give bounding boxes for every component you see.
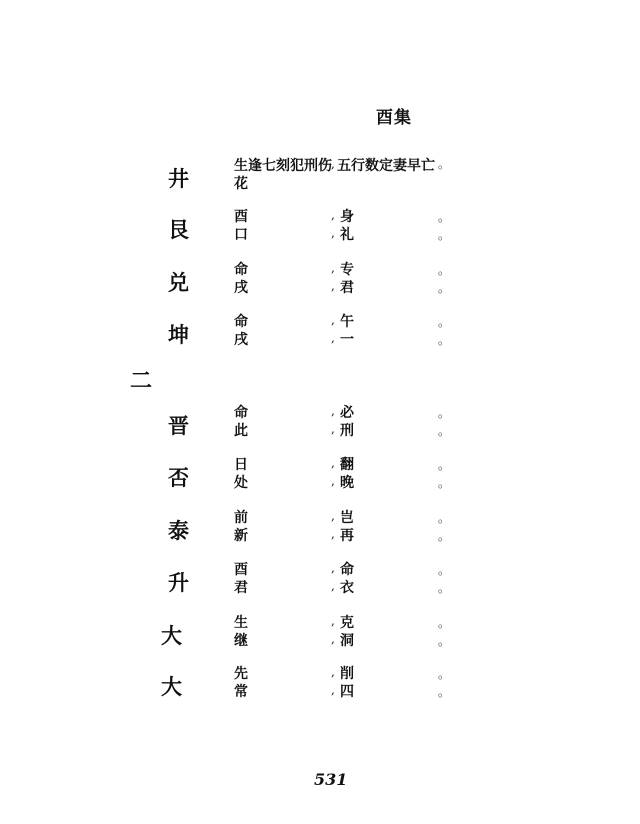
section-header: 酉集: [376, 108, 412, 128]
entry-line-1-second: 专: [340, 262, 354, 278]
entry-kun: [0, 311, 640, 355]
entry-line-2-second: 衣: [340, 580, 354, 596]
end-mark: 。: [438, 458, 451, 472]
comma-mark: ,: [331, 474, 335, 488]
entry-dui: [0, 259, 640, 303]
entry-line-2: 口: [234, 227, 248, 243]
end-mark: 。: [438, 581, 451, 595]
entry-jing: [0, 155, 640, 199]
comma-mark: ,: [331, 279, 335, 293]
entry-line-1-rest: 五行数定妻早亡: [337, 158, 435, 174]
end-mark: 。: [438, 563, 451, 577]
end-mark: 。: [438, 476, 451, 490]
entry-line-2: 花: [234, 176, 248, 192]
comma-mark: ,: [331, 561, 335, 575]
page-number: 531: [314, 770, 348, 789]
entry-title: 升: [168, 570, 189, 595]
entry-line-1-second: 克: [340, 615, 354, 631]
entry-line-1-second: 午: [340, 314, 354, 330]
entry-title: 井: [168, 166, 189, 191]
comma-mark: ,: [331, 157, 335, 171]
entry-line-1-second: 必: [340, 405, 354, 421]
comma-mark: ,: [331, 632, 335, 646]
entry-title: 兑: [168, 270, 189, 295]
entry-line-1: 命: [234, 405, 248, 421]
entry-line-2-second: 四: [340, 684, 354, 700]
entry-line-2-second: 刑: [340, 423, 354, 439]
end-mark: 。: [438, 406, 451, 420]
entry-line-2: 新: [234, 528, 248, 544]
comma-mark: ,: [331, 614, 335, 628]
end-mark: 。: [438, 263, 451, 277]
entry-line-1-second: 削: [340, 666, 354, 682]
entry-line-2: 此: [234, 423, 248, 439]
entry-line-2: 戌: [234, 332, 248, 348]
entry-title: 泰: [168, 518, 189, 543]
entry-line-2: 继: [234, 633, 248, 649]
entry-line-2-second: 礼: [340, 227, 354, 243]
comma-mark: ,: [331, 422, 335, 436]
entry-title: 晋: [168, 413, 189, 438]
end-mark: 。: [438, 529, 451, 543]
comma-mark: ,: [331, 404, 335, 418]
entry-gen: [0, 206, 640, 250]
entry-line-1-second: 身: [340, 209, 354, 225]
end-mark: 。: [438, 685, 451, 699]
entry-line-2-second: 晚: [340, 475, 354, 491]
end-mark: 。: [438, 333, 451, 347]
end-mark: 。: [438, 667, 451, 681]
comma-mark: ,: [331, 331, 335, 345]
end-mark: 。: [438, 281, 451, 295]
comma-mark: ,: [331, 527, 335, 541]
entry-line-1-second: 岂: [340, 510, 354, 526]
entry-line-1: 前: [234, 510, 248, 526]
entry-line-2-second: 君: [340, 280, 354, 296]
entry-title: 坤: [168, 322, 189, 347]
end-mark: 。: [438, 424, 451, 438]
entry-title: 否: [168, 465, 189, 490]
entry-line-1: 生: [234, 615, 248, 631]
entry-line-1: 酉: [234, 562, 248, 578]
comma-mark: ,: [331, 665, 335, 679]
comma-mark: ,: [331, 261, 335, 275]
end-mark: 。: [438, 315, 451, 329]
entry-line-2-second: 洞: [340, 633, 354, 649]
comma-mark: ,: [331, 509, 335, 523]
entry-line-1: 生逢七刻犯刑伤: [234, 158, 332, 174]
comma-mark: ,: [331, 208, 335, 222]
end-mark: 。: [438, 511, 451, 525]
entry-tai: [0, 507, 640, 551]
entry-sheng: [0, 559, 640, 603]
entry-line-2: 常: [234, 684, 248, 700]
end-mark: 。: [438, 616, 451, 630]
entry-line-2: 戌: [234, 280, 248, 296]
end-mark: 。: [438, 634, 451, 648]
comma-mark: ,: [331, 579, 335, 593]
section-mark: 二: [130, 368, 153, 394]
entry-line-1: 日: [234, 457, 248, 473]
comma-mark: ,: [331, 456, 335, 470]
entry-jin: [0, 402, 640, 446]
entry-line-1: 命: [234, 314, 248, 330]
entry-line-2-second: 再: [340, 528, 354, 544]
entry-line-1: 酉: [234, 209, 248, 225]
entry-da-1: [0, 612, 640, 656]
entry-line-1: 先: [234, 666, 248, 682]
entry-line-2-second: 一: [340, 332, 354, 348]
entry-line-1-second: 命: [340, 562, 354, 578]
entry-line-1: 命: [234, 262, 248, 278]
comma-mark: ,: [331, 313, 335, 327]
entry-line-2: 君: [234, 580, 248, 596]
end-mark: 。: [438, 228, 451, 242]
entry-da-2: [0, 663, 640, 707]
entry-title: 大: [161, 674, 182, 699]
entry-line-1-second: 翻: [340, 457, 354, 473]
entry-title: 艮: [168, 217, 189, 242]
comma-mark: ,: [331, 226, 335, 240]
entry-title: 大: [161, 623, 182, 648]
entry-line-2: 处: [234, 475, 248, 491]
end-mark: 。: [438, 157, 451, 171]
comma-mark: ,: [331, 683, 335, 697]
end-mark: 。: [438, 210, 451, 224]
entry-pi: [0, 454, 640, 498]
